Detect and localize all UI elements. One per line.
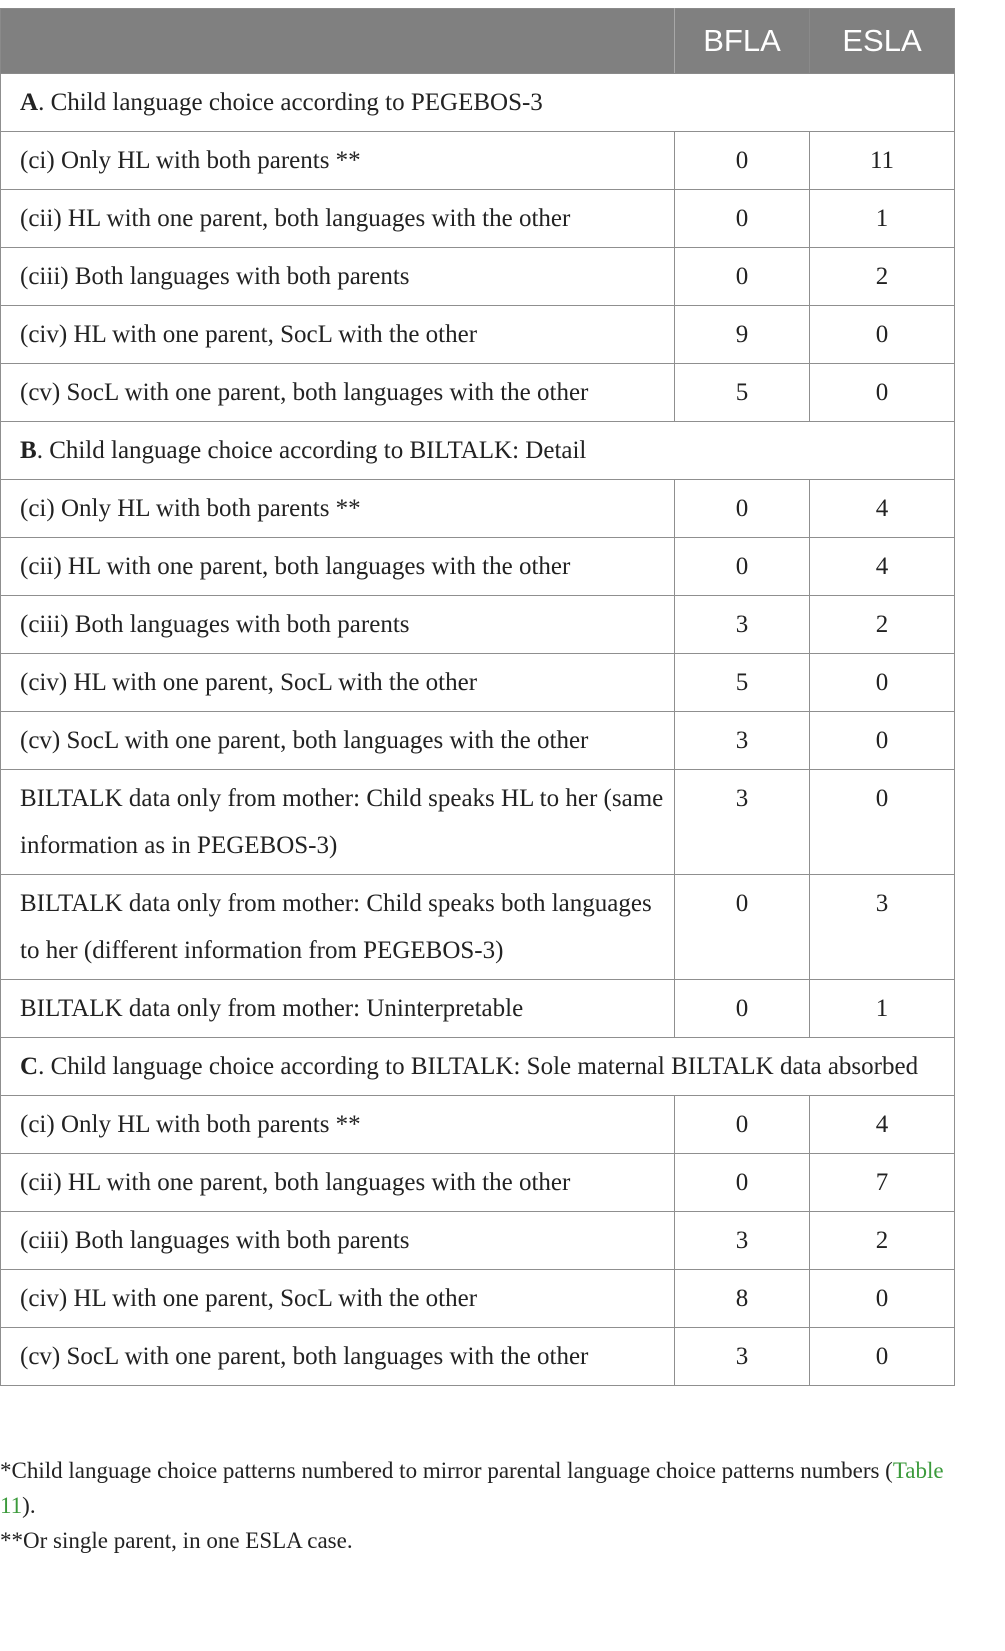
- section-letter: C: [20, 1053, 39, 1080]
- table-row: [1, 596, 955, 654]
- footnote-1-text: *Child language choice patterns numbered to mirror parental language choice patterns numbers (: [0, 1458, 893, 1483]
- bfla-value-cell: 0: [675, 980, 810, 1038]
- bfla-value-cell: 5: [675, 364, 810, 422]
- table-row: [1, 248, 955, 306]
- esla-value-cell: 2: [810, 248, 955, 306]
- esla-value-cell: 1: [810, 190, 955, 248]
- footnote-1-end: ).: [22, 1493, 36, 1518]
- table-body: [1, 74, 955, 1386]
- bfla-value-cell: 3: [675, 1212, 810, 1270]
- table-row: [1, 1154, 955, 1212]
- row-label-cell: (ci) Only HL with both parents **: [1, 1096, 675, 1154]
- row-label-cell: (ciii) Both languages with both parents: [1, 596, 675, 654]
- column-header-esla: ESLA: [810, 9, 955, 74]
- bfla-value-cell: 8: [675, 1270, 810, 1328]
- esla-value-cell: 0: [810, 306, 955, 364]
- row-label-cell: (civ) HL with one parent, SocL with the other: [1, 306, 675, 364]
- esla-value-cell: 0: [810, 364, 955, 422]
- esla-value-cell: 4: [810, 1096, 955, 1154]
- row-label-cell: (cv) SocL with one parent, both languages with the other: [1, 712, 675, 770]
- esla-value-cell: 0: [810, 1328, 955, 1386]
- table-row: [1, 1212, 955, 1270]
- table-row: [1, 1328, 955, 1386]
- row-label-cell: BILTALK data only from mother: Child speaks HL to her (same information as in PEGEBOS-3): [1, 770, 675, 875]
- column-header-bfla: BFLA: [675, 9, 810, 74]
- section-title-text: . Child language choice according to PEGEBOS-3: [38, 89, 543, 116]
- section-title: [1, 74, 955, 132]
- row-label-cell: (civ) HL with one parent, SocL with the other: [1, 654, 675, 712]
- row-label-cell: (cii) HL with one parent, both languages with the other: [1, 190, 675, 248]
- esla-value-cell: 0: [810, 712, 955, 770]
- table-row: [1, 980, 955, 1038]
- bfla-value-cell: 3: [675, 596, 810, 654]
- table-row: [1, 1096, 955, 1154]
- bfla-value-cell: 5: [675, 654, 810, 712]
- table-row: [1, 306, 955, 364]
- bfla-value-cell: 0: [675, 480, 810, 538]
- section-title: [1, 422, 955, 480]
- bfla-value-cell: 0: [675, 875, 810, 980]
- esla-value-cell: 0: [810, 770, 955, 875]
- row-label-cell: (ciii) Both languages with both parents: [1, 1212, 675, 1270]
- bfla-value-cell: 3: [675, 1328, 810, 1386]
- row-label-cell: (cv) SocL with one parent, both languages with the other: [1, 364, 675, 422]
- row-label-cell: (cii) HL with one parent, both languages with the other: [1, 538, 675, 596]
- table-row: [1, 1270, 955, 1328]
- section-header-row: [1, 422, 955, 480]
- bfla-value-cell: 0: [675, 538, 810, 596]
- section-title-text: . Child language choice according to BILTALK: Detail: [36, 437, 587, 464]
- table-row: [1, 654, 955, 712]
- esla-value-cell: 4: [810, 538, 955, 596]
- section-letter: A: [20, 89, 39, 116]
- section-title-text: . Child language choice according to BILTALK: Sole maternal BILTALK data absorbed: [38, 1053, 919, 1080]
- data-table: [0, 8, 955, 1386]
- row-label-cell: (cii) HL with one parent, both languages with the other: [1, 1154, 675, 1212]
- esla-value-cell: 7: [810, 1154, 955, 1212]
- section-header-row: [1, 74, 955, 132]
- bfla-value-cell: 0: [675, 132, 810, 190]
- footnotes: [0, 1453, 960, 1558]
- esla-value-cell: 2: [810, 596, 955, 654]
- table-row: [1, 364, 955, 422]
- table-row: [1, 190, 955, 248]
- section-title: [1, 1038, 955, 1096]
- row-label-cell: BILTALK data only from mother: Child speaks both languages to her (different information from PEGEBOS-3): [1, 875, 675, 980]
- row-label-cell: (ciii) Both languages with both parents: [1, 248, 675, 306]
- table-row: [1, 132, 955, 190]
- footnote-1: [0, 1453, 960, 1523]
- row-label-cell: (ci) Only HL with both parents **: [1, 480, 675, 538]
- table-row: [1, 875, 955, 980]
- table-row: [1, 770, 955, 875]
- table-row: [1, 480, 955, 538]
- section-header-row: [1, 1038, 955, 1096]
- bfla-value-cell: 0: [675, 248, 810, 306]
- row-label-cell: (ci) Only HL with both parents **: [1, 132, 675, 190]
- esla-value-cell: 2: [810, 1212, 955, 1270]
- bfla-value-cell: 0: [675, 1096, 810, 1154]
- section-letter: B: [20, 437, 37, 464]
- table-row: [1, 538, 955, 596]
- bfla-value-cell: 3: [675, 712, 810, 770]
- esla-value-cell: 0: [810, 654, 955, 712]
- bfla-value-cell: 0: [675, 1154, 810, 1212]
- esla-value-cell: 4: [810, 480, 955, 538]
- esla-value-cell: 11: [810, 132, 955, 190]
- header-row: [1, 9, 955, 74]
- row-label-cell: BILTALK data only from mother: Uninterpretable: [1, 980, 675, 1038]
- esla-value-cell: 0: [810, 1270, 955, 1328]
- header-blank-cell: [1, 9, 675, 74]
- esla-value-cell: 1: [810, 980, 955, 1038]
- row-label-cell: (civ) HL with one parent, SocL with the other: [1, 1270, 675, 1328]
- footnote-2: **Or single parent, in one ESLA case.: [0, 1528, 353, 1553]
- bfla-value-cell: 0: [675, 190, 810, 248]
- bfla-value-cell: 3: [675, 770, 810, 875]
- table-row: [1, 712, 955, 770]
- bfla-value-cell: 9: [675, 306, 810, 364]
- row-label-cell: (cv) SocL with one parent, both languages with the other: [1, 1328, 675, 1386]
- table-11-link[interactable]: Table 11: [0, 1458, 944, 1518]
- esla-value-cell: 3: [810, 875, 955, 980]
